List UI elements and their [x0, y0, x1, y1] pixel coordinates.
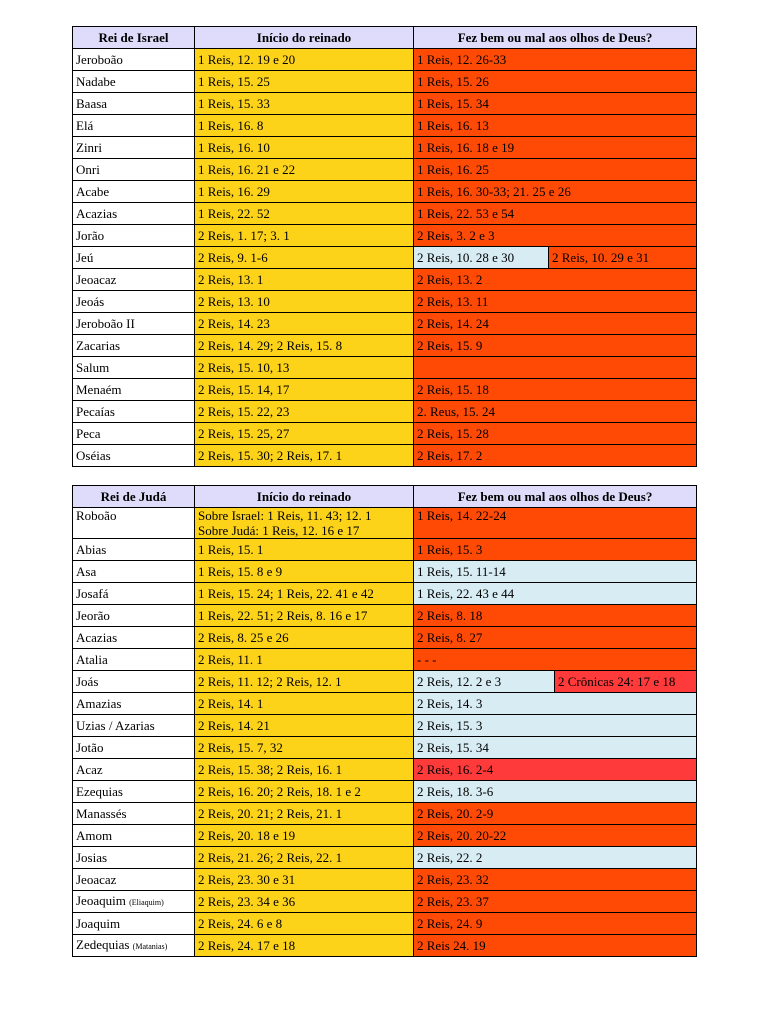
verdict-cell: 2 Reis, 14. 3 [414, 693, 697, 715]
table-row [73, 115, 697, 137]
verdict-cell: 2 Reis, 15. 34 [414, 737, 697, 759]
table-row [73, 445, 697, 467]
table-row [73, 847, 697, 869]
verdict-cell: 1 Reis, 22. 43 e 44 [414, 583, 697, 605]
reign-start: 1 Reis, 15. 1 [195, 539, 414, 561]
verdict-cell: 2 Reis, 23. 37 [414, 891, 697, 913]
verdict-cell: 2 Reis, 15. 18 [414, 379, 697, 401]
header-verdict: Fez bem ou mal aos olhos de Deus? [414, 27, 697, 49]
table-row [73, 247, 697, 269]
reign-start: 1 Reis, 15. 8 e 9 [195, 561, 414, 583]
king-name: Acabe [73, 181, 195, 203]
reign-start: 1 Reis, 16. 10 [195, 137, 414, 159]
king-name: Abias [73, 539, 195, 561]
king-name: Jeroboão [73, 49, 195, 71]
table-row [73, 225, 697, 247]
verdict-cell: 1 Reis, 15. 26 [414, 71, 697, 93]
king-name: Nadabe [73, 71, 195, 93]
reign-start: 2 Reis, 9. 1-6 [195, 247, 414, 269]
table-row [73, 203, 697, 225]
table-row [73, 583, 697, 605]
table-row [73, 913, 697, 935]
header-verdict: Fez bem ou mal aos olhos de Deus? [414, 486, 697, 508]
table-row [73, 649, 697, 671]
table-row [73, 539, 697, 561]
king-name: Jeorão [73, 605, 195, 627]
reign-start [195, 508, 414, 539]
table-row [73, 693, 697, 715]
king-name: Uzias / Azarias [73, 715, 195, 737]
verdict-bad-cell: 2 Crônicas 24: 17 e 18 [555, 671, 697, 693]
reign-start: 2 Reis, 15. 10, 13 [195, 357, 414, 379]
king-name: Jeoacaz [73, 869, 195, 891]
reign-start: 1 Reis, 16. 29 [195, 181, 414, 203]
table-row [73, 159, 697, 181]
verdict-cell: 1 Reis, 14. 22-24 [414, 508, 697, 539]
reign-start: 1 Reis, 22. 52 [195, 203, 414, 225]
king-name: Atalia [73, 649, 195, 671]
reign-start-line: Sobre Israel: 1 Reis, 11. 43; 12. 1 [198, 508, 372, 523]
king-name: Onri [73, 159, 195, 181]
king-name: Menaém [73, 379, 195, 401]
verdict-cell: 2 Reis 24. 19 [414, 935, 697, 957]
king-name: Amazias [73, 693, 195, 715]
reign-start: 2 Reis, 21. 26; 2 Reis, 22. 1 [195, 847, 414, 869]
table-row [73, 825, 697, 847]
table-row [73, 781, 697, 803]
verdict-cell: 1 Reis, 16. 18 e 19 [414, 137, 697, 159]
israel-header-row [73, 27, 697, 49]
king-name: Jotão [73, 737, 195, 759]
verdict-bad-cell: 2 Reis, 10. 29 e 31 [549, 247, 697, 269]
table-row [73, 291, 697, 313]
king-name: Jeoacaz [73, 269, 195, 291]
table-row [73, 891, 697, 913]
table-row [73, 71, 697, 93]
king-name: Roboão [73, 508, 195, 539]
verdict-cell: 2 Reis, 24. 9 [414, 913, 697, 935]
header-king: Rei de Israel [73, 27, 195, 49]
verdict-cell: 2 Reis, 3. 2 e 3 [414, 225, 697, 247]
verdict-cell: 1 Reis, 12. 26-33 [414, 49, 697, 71]
reign-start: 2 Reis, 20. 21; 2 Reis, 21. 1 [195, 803, 414, 825]
verdict-cell: 1 Reis, 16. 13 [414, 115, 697, 137]
king-name: Joaquim [73, 913, 195, 935]
king-name: Acazias [73, 203, 195, 225]
king-alt-name: (Eliaquim) [129, 898, 164, 907]
verdict-cell: 2 Reis, 14. 24 [414, 313, 697, 335]
reign-start: 2 Reis, 1. 17; 3. 1 [195, 225, 414, 247]
king-name: Asa [73, 561, 195, 583]
table-row [73, 715, 697, 737]
king-name [73, 935, 195, 957]
verdict-cell: 2 Reis, 18. 3-6 [414, 781, 697, 803]
king-name: Jorão [73, 225, 195, 247]
verdict-cell [414, 357, 697, 379]
king-name-text: Zedequias [76, 937, 130, 952]
israel-kings-table [72, 26, 697, 467]
reign-start: 2 Reis, 24. 17 e 18 [195, 935, 414, 957]
reign-start: 1 Reis, 15. 25 [195, 71, 414, 93]
king-name: Amom [73, 825, 195, 847]
king-name: Salum [73, 357, 195, 379]
reign-start: 2 Reis, 13. 1 [195, 269, 414, 291]
king-name: Oséias [73, 445, 195, 467]
verdict-good-cell: 2 Reis, 12. 2 e 3 [414, 671, 555, 693]
verdict-cell: 1 Reis, 22. 53 e 54 [414, 203, 697, 225]
table-row [73, 423, 697, 445]
king-name: Pecaías [73, 401, 195, 423]
verdict-cell: 2 Reis, 13. 11 [414, 291, 697, 313]
verdict-cell: 1 Reis, 15. 11-14 [414, 561, 697, 583]
reign-start: 1 Reis, 22. 51; 2 Reis, 8. 16 e 17 [195, 605, 414, 627]
verdict-cell: 1 Reis, 16. 25 [414, 159, 697, 181]
king-name: Zinri [73, 137, 195, 159]
reign-start: 2 Reis, 15. 25, 27 [195, 423, 414, 445]
king-name: Jeoás [73, 291, 195, 313]
table-row [73, 401, 697, 423]
king-name: Ezequias [73, 781, 195, 803]
reign-start: 2 Reis, 16. 20; 2 Reis, 18. 1 e 2 [195, 781, 414, 803]
reign-start: 1 Reis, 15. 33 [195, 93, 414, 115]
reign-start: 2 Reis, 11. 1 [195, 649, 414, 671]
verdict-cell: 2 Reis, 15. 3 [414, 715, 697, 737]
king-name: Acaz [73, 759, 195, 781]
table-row [73, 93, 697, 115]
table-row [73, 137, 697, 159]
table-row [73, 379, 697, 401]
king-name: Acazias [73, 627, 195, 649]
verdict-good-cell: 2 Reis, 10. 28 e 30 [414, 247, 549, 269]
reign-start: 2 Reis, 11. 12; 2 Reis, 12. 1 [195, 671, 414, 693]
table-row [73, 508, 697, 539]
king-name: Josias [73, 847, 195, 869]
king-name [73, 891, 195, 913]
verdict-cell: 2 Reis, 20. 2-9 [414, 803, 697, 825]
verdict-cell: 1 Reis, 15. 3 [414, 539, 697, 561]
verdict-cell: 2 Reis, 13. 2 [414, 269, 697, 291]
king-name: Peca [73, 423, 195, 445]
verdict-cell: - - - [414, 649, 697, 671]
reign-start: 2 Reis, 13. 10 [195, 291, 414, 313]
king-name: Josafá [73, 583, 195, 605]
verdict-cell: 1 Reis, 15. 34 [414, 93, 697, 115]
header-start: Início do reinado [195, 486, 414, 508]
reign-start: 2 Reis, 14. 23 [195, 313, 414, 335]
reign-start: 1 Reis, 16. 21 e 22 [195, 159, 414, 181]
table-row [73, 313, 697, 335]
king-name: Baasa [73, 93, 195, 115]
table-row [73, 759, 697, 781]
header-king: Rei de Judá [73, 486, 195, 508]
table-row [73, 357, 697, 379]
verdict-cell: 2 Reis, 16. 2-4 [414, 759, 697, 781]
reign-start: 2 Reis, 15. 22, 23 [195, 401, 414, 423]
king-name: Elá [73, 115, 195, 137]
reign-start: 2 Reis, 8. 25 e 26 [195, 627, 414, 649]
reign-start: 2 Reis, 24. 6 e 8 [195, 913, 414, 935]
table-row [73, 671, 697, 693]
header-start: Início do reinado [195, 27, 414, 49]
verdict-cell: 2 Reis, 15. 28 [414, 423, 697, 445]
verdict-cell: 2 Reis, 17. 2 [414, 445, 697, 467]
reign-start: 2 Reis, 23. 30 e 31 [195, 869, 414, 891]
table-row [73, 803, 697, 825]
verdict-cell: 2 Reis, 8. 18 [414, 605, 697, 627]
table-row [73, 335, 697, 357]
table-row [73, 49, 697, 71]
reign-start: 2 Reis, 14. 21 [195, 715, 414, 737]
reign-start: 2 Reis, 23. 34 e 36 [195, 891, 414, 913]
reign-start: 2 Reis, 14. 29; 2 Reis, 15. 8 [195, 335, 414, 357]
table-row [73, 269, 697, 291]
table-row [73, 627, 697, 649]
table-row [73, 737, 697, 759]
verdict-cell: 2 Reis, 20. 20-22 [414, 825, 697, 847]
king-name-text: Jeoaquim [76, 893, 126, 908]
king-name: Joás [73, 671, 195, 693]
reign-start: 2 Reis, 15. 38; 2 Reis, 16. 1 [195, 759, 414, 781]
king-alt-name: (Matanias) [132, 942, 168, 951]
juda-header-row [73, 486, 697, 508]
reign-start: 1 Reis, 16. 8 [195, 115, 414, 137]
verdict-cell: 2 Reis, 22. 2 [414, 847, 697, 869]
table-row [73, 181, 697, 203]
table-row [73, 869, 697, 891]
verdict-cell: 1 Reis, 16. 30-33; 21. 25 e 26 [414, 181, 697, 203]
king-name: Jeú [73, 247, 195, 269]
reign-start-line: Sobre Judá: 1 Reis, 12. 16 e 17 [198, 523, 360, 538]
table-row [73, 605, 697, 627]
king-name: Jeroboão II [73, 313, 195, 335]
verdict-cell: 2 Reis, 15. 9 [414, 335, 697, 357]
verdict-cell: 2 Reis, 8. 27 [414, 627, 697, 649]
reign-start: 2 Reis, 15. 14, 17 [195, 379, 414, 401]
reign-start: 2 Reis, 15. 7, 32 [195, 737, 414, 759]
reign-start: 1 Reis, 15. 24; 1 Reis, 22. 41 e 42 [195, 583, 414, 605]
king-name: Manassés [73, 803, 195, 825]
king-name: Zacarias [73, 335, 195, 357]
reign-start: 2 Reis, 20. 18 e 19 [195, 825, 414, 847]
juda-kings-table [72, 485, 697, 957]
reign-start: 1 Reis, 12. 19 e 20 [195, 49, 414, 71]
verdict-cell: 2. Reus, 15. 24 [414, 401, 697, 423]
reign-start: 2 Reis, 15. 30; 2 Reis, 17. 1 [195, 445, 414, 467]
table-row [73, 935, 697, 957]
verdict-cell: 2 Reis, 23. 32 [414, 869, 697, 891]
table-row [73, 561, 697, 583]
reign-start: 2 Reis, 14. 1 [195, 693, 414, 715]
